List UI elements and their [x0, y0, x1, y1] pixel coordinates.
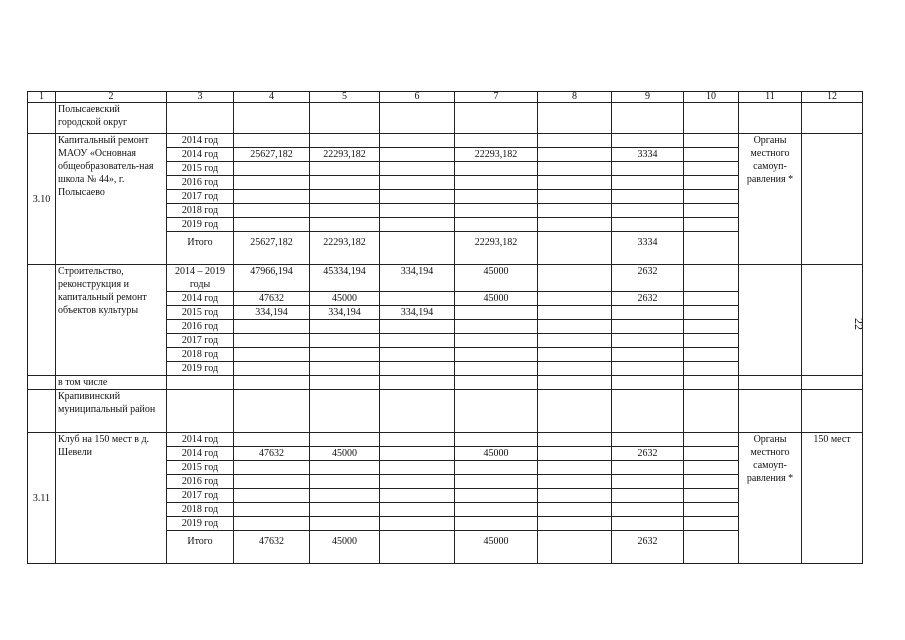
- year-cell: 2017 год: [167, 334, 234, 348]
- territory-row-krapivino: [28, 390, 863, 433]
- value-cell: [234, 348, 310, 362]
- value-cell: [310, 489, 380, 503]
- empty-cell: [612, 390, 684, 433]
- value-cell: [234, 190, 310, 204]
- value-cell: [612, 334, 684, 348]
- value-cell: [684, 433, 739, 447]
- value-cell: [455, 348, 538, 362]
- result-cell: [802, 134, 863, 265]
- empty-cell: [538, 390, 612, 433]
- year-cell: 2018 год: [167, 204, 234, 218]
- empty-cell: [455, 390, 538, 433]
- value-cell: [684, 461, 739, 475]
- value-cell: 3334: [612, 232, 684, 265]
- value-cell: [310, 218, 380, 232]
- value-cell: [684, 306, 739, 320]
- value-cell: [538, 531, 612, 564]
- value-cell: [380, 433, 455, 447]
- value-cell: [380, 475, 455, 489]
- value-cell: [455, 475, 538, 489]
- value-cell: [684, 447, 739, 461]
- empty-cell: [310, 390, 380, 433]
- value-cell: [538, 489, 612, 503]
- executor-cell: Органы местного самоуп-равления *: [739, 433, 802, 564]
- year-cell: 2015 год: [167, 461, 234, 475]
- empty-cell: [802, 390, 863, 433]
- value-cell: [684, 320, 739, 334]
- value-cell: [538, 204, 612, 218]
- empty-cell: [538, 376, 612, 390]
- value-cell: [612, 204, 684, 218]
- value-cell: [612, 176, 684, 190]
- value-cell: [612, 162, 684, 176]
- value-cell: 2632: [612, 292, 684, 306]
- value-cell: [455, 461, 538, 475]
- value-cell: 45000: [455, 292, 538, 306]
- header-cell: 9: [612, 92, 684, 103]
- value-cell: [455, 320, 538, 334]
- year-cell: 2019 год: [167, 362, 234, 376]
- empty-cell: [380, 390, 455, 433]
- value-cell: [234, 503, 310, 517]
- value-cell: [538, 362, 612, 376]
- value-cell: [380, 218, 455, 232]
- item-name: Строительство, реконструкция и капитальный ремонт объектов культуры: [56, 265, 167, 376]
- value-cell: [612, 348, 684, 362]
- value-cell: 47632: [234, 292, 310, 306]
- value-cell: [310, 362, 380, 376]
- year-cell: 2016 год: [167, 176, 234, 190]
- item-number: 3.11: [28, 433, 56, 564]
- empty-cell: [234, 376, 310, 390]
- year-cell: 2015 год: [167, 306, 234, 320]
- value-cell: [380, 162, 455, 176]
- year-cell: 2016 год: [167, 475, 234, 489]
- value-cell: [234, 334, 310, 348]
- territory-title: Полысаевский городской округ: [56, 103, 167, 134]
- value-cell: 2632: [612, 447, 684, 461]
- value-cell: [234, 489, 310, 503]
- value-cell: 334,194: [234, 306, 310, 320]
- value-cell: [612, 134, 684, 148]
- value-cell: [380, 292, 455, 306]
- value-cell: [538, 134, 612, 148]
- value-cell: [380, 334, 455, 348]
- year-cell: 2014 год: [167, 433, 234, 447]
- empty-cell: [739, 376, 802, 390]
- value-cell: [684, 517, 739, 531]
- value-cell: [684, 265, 739, 292]
- year-cell: 2014 – 2019 годы: [167, 265, 234, 292]
- value-cell: [612, 489, 684, 503]
- value-cell: [538, 148, 612, 162]
- program-table: [27, 91, 863, 564]
- value-cell: [612, 517, 684, 531]
- table-row: [28, 134, 863, 148]
- value-cell: [380, 447, 455, 461]
- table-row: [28, 433, 863, 447]
- value-cell: 334,194: [310, 306, 380, 320]
- value-cell: [380, 489, 455, 503]
- territory-row-polysaevo: [28, 103, 863, 134]
- value-cell: 25627,182: [234, 232, 310, 265]
- value-cell: 2632: [612, 265, 684, 292]
- value-cell: 3334: [612, 148, 684, 162]
- value-cell: [380, 531, 455, 564]
- value-cell: 45000: [455, 447, 538, 461]
- value-cell: [612, 306, 684, 320]
- value-cell: [234, 433, 310, 447]
- item-name: Клуб на 150 мест в д. Шевели: [56, 433, 167, 564]
- value-cell: [455, 433, 538, 447]
- value-cell: [538, 190, 612, 204]
- value-cell: [684, 190, 739, 204]
- year-cell: 2017 год: [167, 489, 234, 503]
- value-cell: [310, 517, 380, 531]
- value-cell: [234, 517, 310, 531]
- value-cell: [684, 134, 739, 148]
- value-cell: [684, 503, 739, 517]
- value-cell: 45000: [310, 292, 380, 306]
- value-cell: 22293,182: [310, 148, 380, 162]
- value-cell: [310, 176, 380, 190]
- value-cell: [538, 218, 612, 232]
- value-cell: [684, 148, 739, 162]
- value-cell: [234, 134, 310, 148]
- value-cell: [380, 190, 455, 204]
- value-cell: [234, 204, 310, 218]
- value-cell: [684, 176, 739, 190]
- value-cell: [612, 475, 684, 489]
- value-cell: [538, 334, 612, 348]
- in-that-number-label: в том числе: [56, 376, 167, 390]
- header-cell: 2: [56, 92, 167, 103]
- value-cell: [612, 433, 684, 447]
- value-cell: [380, 517, 455, 531]
- value-cell: [380, 320, 455, 334]
- value-cell: [380, 461, 455, 475]
- value-cell: [612, 190, 684, 204]
- value-cell: [538, 232, 612, 265]
- value-cell: [684, 218, 739, 232]
- empty-cell: [455, 376, 538, 390]
- empty-cell: [167, 390, 234, 433]
- header-cell: 1: [28, 92, 56, 103]
- value-cell: [310, 461, 380, 475]
- value-cell: [612, 362, 684, 376]
- value-cell: [234, 475, 310, 489]
- value-cell: [380, 134, 455, 148]
- empty-cell: [310, 376, 380, 390]
- value-cell: [538, 461, 612, 475]
- value-cell: [380, 503, 455, 517]
- value-cell: [310, 134, 380, 148]
- value-cell: [684, 232, 739, 265]
- value-cell: 47632: [234, 531, 310, 564]
- value-cell: [455, 204, 538, 218]
- value-cell: [538, 306, 612, 320]
- empty-cell: [380, 376, 455, 390]
- value-cell: [455, 503, 538, 517]
- value-cell: [538, 265, 612, 292]
- item-number: [28, 265, 56, 376]
- value-cell: 45000: [455, 265, 538, 292]
- value-cell: [380, 204, 455, 218]
- value-cell: [310, 204, 380, 218]
- empty-cell: [28, 376, 56, 390]
- header-cell: 7: [455, 92, 538, 103]
- empty-cell: [739, 390, 802, 433]
- empty-cell: [234, 390, 310, 433]
- value-cell: [538, 320, 612, 334]
- value-cell: [310, 433, 380, 447]
- year-cell: 2014 год: [167, 447, 234, 461]
- value-cell: [612, 461, 684, 475]
- value-cell: [234, 362, 310, 376]
- header-cell: 12: [802, 92, 863, 103]
- value-cell: 47632: [234, 447, 310, 461]
- value-cell: 22293,182: [310, 232, 380, 265]
- value-cell: [684, 531, 739, 564]
- value-cell: 47966,194: [234, 265, 310, 292]
- value-cell: 22293,182: [455, 232, 538, 265]
- result-cell: 150 мест: [802, 433, 863, 564]
- value-cell: [455, 134, 538, 148]
- empty-cell: [802, 376, 863, 390]
- value-cell: [455, 306, 538, 320]
- value-cell: [612, 218, 684, 232]
- value-cell: [234, 176, 310, 190]
- value-cell: [684, 489, 739, 503]
- year-cell: 2014 год: [167, 292, 234, 306]
- year-cell: 2016 год: [167, 320, 234, 334]
- value-cell: [538, 517, 612, 531]
- year-cell: 2014 год: [167, 134, 234, 148]
- table-row: [28, 265, 863, 292]
- value-cell: [684, 362, 739, 376]
- empty-cell: [684, 376, 739, 390]
- value-cell: [684, 475, 739, 489]
- value-cell: [455, 362, 538, 376]
- value-cell: [538, 475, 612, 489]
- year-cell: Итого: [167, 531, 234, 564]
- value-cell: [684, 348, 739, 362]
- value-cell: [455, 517, 538, 531]
- empty-cell: [28, 390, 56, 433]
- empty-cell: [28, 103, 56, 134]
- header-row: [28, 92, 863, 103]
- header-cell: 5: [310, 92, 380, 103]
- value-cell: 45334,194: [310, 265, 380, 292]
- value-cell: [455, 334, 538, 348]
- table-body: [28, 92, 863, 564]
- value-cell: [234, 320, 310, 334]
- value-cell: [455, 218, 538, 232]
- value-cell: [538, 503, 612, 517]
- value-cell: [380, 362, 455, 376]
- header-cell: 11: [739, 92, 802, 103]
- page-number: 22: [852, 318, 866, 330]
- value-cell: 45000: [455, 531, 538, 564]
- value-cell: 25627,182: [234, 148, 310, 162]
- value-cell: [310, 475, 380, 489]
- value-cell: [310, 503, 380, 517]
- executor-cell: Органы местного самоуп-равления *: [739, 134, 802, 265]
- value-cell: 334,194: [380, 306, 455, 320]
- value-cell: [455, 176, 538, 190]
- territory-title: Крапивинский муниципальный район: [56, 390, 167, 433]
- value-cell: [380, 232, 455, 265]
- year-cell: 2018 год: [167, 348, 234, 362]
- value-cell: [538, 176, 612, 190]
- executor-cell: [739, 265, 802, 376]
- subtotal-label-row: [28, 376, 863, 390]
- year-cell: 2019 год: [167, 218, 234, 232]
- value-cell: [455, 489, 538, 503]
- value-cell: [684, 162, 739, 176]
- value-cell: 334,194: [380, 265, 455, 292]
- value-cell: [538, 348, 612, 362]
- empty-cell: [684, 390, 739, 433]
- value-cell: [310, 348, 380, 362]
- value-cell: [234, 162, 310, 176]
- value-cell: [684, 334, 739, 348]
- value-cell: [380, 348, 455, 362]
- value-cell: [455, 190, 538, 204]
- value-cell: [538, 447, 612, 461]
- year-cell: 2018 год: [167, 503, 234, 517]
- value-cell: [380, 176, 455, 190]
- header-cell: 8: [538, 92, 612, 103]
- header-cell: 4: [234, 92, 310, 103]
- item-name: Капитальный ремонт МАОУ «Основная общеобразователь-ная школа № 44», г. Полысаево: [56, 134, 167, 265]
- item-number: 3.10: [28, 134, 56, 265]
- year-cell: 2015 год: [167, 162, 234, 176]
- value-cell: 45000: [310, 531, 380, 564]
- empty-cell: [167, 376, 234, 390]
- header-cell: 3: [167, 92, 234, 103]
- value-cell: [455, 162, 538, 176]
- value-cell: [684, 204, 739, 218]
- value-cell: [310, 190, 380, 204]
- value-cell: [310, 334, 380, 348]
- value-cell: [538, 292, 612, 306]
- value-cell: [538, 433, 612, 447]
- value-cell: [310, 162, 380, 176]
- value-cell: [538, 162, 612, 176]
- value-cell: [234, 461, 310, 475]
- value-cell: [612, 320, 684, 334]
- value-cell: [234, 218, 310, 232]
- value-cell: 45000: [310, 447, 380, 461]
- value-cell: 22293,182: [455, 148, 538, 162]
- empty-cell: [612, 376, 684, 390]
- header-cell: 6: [380, 92, 455, 103]
- year-cell: 2019 год: [167, 517, 234, 531]
- value-cell: [684, 292, 739, 306]
- value-cell: [380, 148, 455, 162]
- value-cell: 2632: [612, 531, 684, 564]
- year-cell: Итого: [167, 232, 234, 265]
- value-cell: [612, 503, 684, 517]
- header-cell: 10: [684, 92, 739, 103]
- year-cell: 2014 год: [167, 148, 234, 162]
- year-cell: 2017 год: [167, 190, 234, 204]
- value-cell: [310, 320, 380, 334]
